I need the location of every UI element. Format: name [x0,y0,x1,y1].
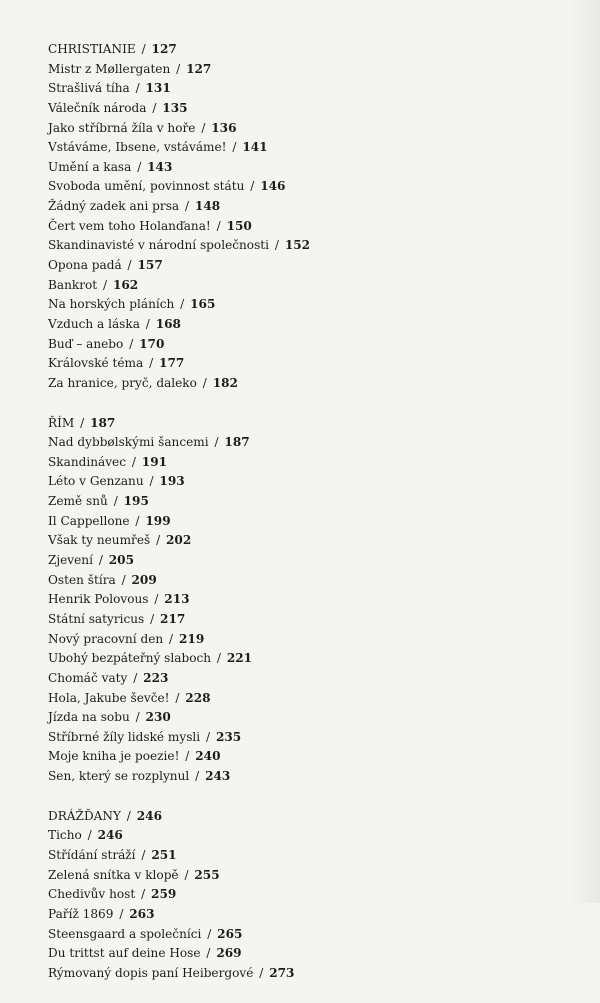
entry-page: 219 [178,631,205,646]
separator: / [156,533,161,548]
separator: / [135,513,140,528]
toc-entry [48,925,378,945]
entry-page: 177 [159,356,185,371]
entry-page: 213 [164,592,190,607]
separator: / [113,494,118,509]
entry-page: 152 [284,238,311,253]
entry-title: Vstáváme, Ibsene, vstáváme! [48,140,227,155]
entry-title: Vzduch a láska [48,316,140,331]
entry-page: 136 [211,120,237,135]
entry-title: Il Cappellone [48,513,130,528]
entry-title: Buď – anebo [48,336,124,351]
separator: / [119,906,124,921]
entry-page: 131 [145,81,171,96]
entry-title: Svoboda umění, povinnost státu [48,179,245,194]
toc-entry [48,79,378,99]
toc-entry [48,531,378,551]
entry-title: Země snů [48,494,108,509]
separator: / [137,159,142,174]
toc-entry [48,177,378,197]
entry-page: 263 [129,906,155,921]
entry-title: Za hranice, pryč, daleko [48,375,197,390]
toc-entry [48,669,378,689]
section-heading-title: CHRISTIANIE [48,42,136,56]
entry-page: 235 [215,729,242,744]
entry-title: Zelená snítka v klopě [48,867,179,882]
toc-entry [48,826,378,846]
entry-page: 246 [97,828,123,843]
entry-page: 223 [143,670,169,685]
entry-page: 162 [112,277,139,292]
separator: / [206,729,211,744]
toc-entry [48,158,378,178]
entry-page: 217 [160,611,186,626]
entry-page: 146 [260,179,286,194]
entry-title: Však ty neumřeš [48,533,151,548]
separator: / [206,946,211,961]
separator: / [185,749,190,764]
separator: / [133,670,138,685]
toc-entry [48,610,378,630]
entry-title: Čert vem toho Holanďana! [48,218,211,233]
entry-title: Strašlivá tíha [48,81,130,96]
entry-page: 228 [185,690,211,705]
entry-title: Střídání stráží [48,847,136,862]
entry-page: 135 [162,100,188,115]
toc-entry [48,276,378,296]
entry-title: Mistr z Møllergaten [48,61,171,76]
entry-page: 265 [217,926,243,941]
toc-entry [48,295,378,315]
entry-page: 170 [139,336,165,351]
toc-entry [48,433,378,453]
toc-entry [48,354,378,374]
separator: / [126,808,131,823]
separator: / [135,81,140,96]
entry-title: Jako stříbrná žíla v hoře [48,120,196,135]
toc-entry [48,728,378,748]
toc-entry [48,99,378,119]
entry-title: Skandinávec [48,454,126,469]
entry-title: Du trittst auf deine Hose [48,946,201,961]
entry-page: 205 [108,553,135,568]
toc-entry [48,472,378,492]
toc-entry [48,885,378,905]
separator: / [121,572,126,587]
entry-title: Opona padá [48,258,122,273]
toc-entry [48,60,378,80]
separator: / [141,42,146,56]
separator: / [180,297,185,312]
entry-page: 182 [212,375,238,390]
entry-page: 221 [226,651,253,666]
separator: / [145,316,150,331]
toc-entry [48,964,378,984]
table-of-contents [48,40,378,1003]
entry-title: Žádný zadek ani prsa [48,199,180,214]
toc-entry [48,571,378,591]
toc-entry [48,119,378,139]
toc-entry [48,905,378,925]
entry-title: Ticho [48,828,82,843]
entry-page: 209 [131,572,157,587]
toc-entry [48,767,378,787]
entry-page: 148 [194,199,221,214]
entry-page: 193 [159,474,185,489]
section-heading [48,40,378,60]
entry-title: Moje kniha je poezie! [48,749,180,764]
separator: / [274,238,279,253]
separator: / [214,435,219,450]
separator: / [150,611,155,626]
separator: / [184,199,190,214]
toc-entry [48,689,378,709]
entry-title: Nový pracovní den [48,631,164,646]
entry-title: Rýmovaný dopis paní Heibergové [48,965,254,980]
section-heading [48,414,378,434]
separator: / [232,140,237,155]
toc-entry [48,197,378,217]
separator: / [184,867,189,882]
entry-page: 255 [194,867,220,882]
entry-page: 150 [226,218,252,233]
section-heading-title: ŘÍM [48,415,75,430]
separator: / [87,828,92,843]
entry-title: Skandinavisté v národní společnosti [48,238,270,253]
separator: / [149,356,154,371]
entry-page: 157 [137,258,163,273]
entry-title: Jízda na sobu [48,710,130,725]
separator: / [127,258,132,273]
toc-entry [48,846,378,866]
separator: / [141,847,146,862]
entry-page: 230 [145,710,171,725]
entry-title: Zjevení [48,553,93,568]
separator: / [216,218,221,233]
separator: / [216,651,221,666]
toc-entry [48,944,378,964]
separator: / [169,631,174,646]
entry-title: Státní satyricus [48,611,145,626]
toc-entry [48,374,378,394]
toc-entry [48,335,378,355]
toc-section-drazdany [48,807,378,984]
separator: / [98,553,103,568]
entry-title: Královské téma [48,356,144,371]
page-edge-shadow [570,0,600,903]
toc-entry [48,315,378,335]
separator: / [154,592,159,607]
toc-entry [48,453,378,473]
separator: / [250,179,255,194]
toc-entry [48,747,378,767]
entry-page: 187 [224,435,250,450]
entry-page: 168 [155,316,181,331]
separator: / [80,415,85,430]
separator: / [202,375,207,390]
separator: / [131,454,136,469]
entry-page: 259 [151,887,177,902]
entry-page: 191 [141,454,168,469]
section-heading [48,807,378,827]
entry-title: Léto v Genzanu [48,474,144,489]
entry-title: Bankrot [48,277,98,292]
toc-entry [48,708,378,728]
section-heading-page: 246 [136,808,162,823]
entry-title: Na horských pláních [48,297,175,312]
entry-page: 251 [151,847,177,862]
toc-entry [48,217,378,237]
separator: / [135,710,140,725]
entry-title: Válečník národa [48,100,147,115]
toc-entry [48,512,378,532]
entry-title: Ubohý bezpáteřný slaboch [48,651,212,666]
separator: / [129,336,134,351]
section-heading-title: DRÁŽĎANY [48,808,121,823]
separator: / [152,100,157,115]
toc-entry [48,551,378,571]
separator: / [176,61,181,76]
entry-page: 195 [123,494,149,509]
separator: / [201,120,206,135]
toc-entry [48,590,378,610]
entry-page: 202 [166,533,192,548]
entry-page: 199 [145,513,171,528]
entry-title: Paříž 1869 [48,906,114,921]
toc-entry [48,256,378,276]
entry-title: Sen, který se rozplynul [48,769,190,784]
toc-section-rim [48,414,378,787]
entry-title: Nad dybbølskými šancemi [48,435,209,450]
section-heading-page: 127 [151,42,177,56]
entry-page: 243 [205,769,231,784]
toc-entry [48,492,378,512]
separator: / [259,965,264,980]
toc-section-christianie [48,40,378,394]
entry-title: Steensgaard a společníci [48,926,202,941]
entry-page: 165 [190,297,216,312]
section-heading-page: 187 [90,415,116,430]
toc-entry [48,630,378,650]
entry-title: Henrik Polovous [48,592,149,607]
toc-entry [48,866,378,886]
toc-entry [48,138,378,158]
separator: / [149,474,154,489]
entry-title: Hola, Jakube ševče! [48,690,170,705]
separator: / [175,690,180,705]
entry-page: 273 [269,965,295,980]
toc-entry [48,236,378,256]
entry-title: Osten štíra [48,572,116,587]
entry-title: Stříbrné žíly lidské mysli [48,729,201,744]
entry-title: Chomáč vaty [48,670,128,685]
entry-page: 141 [242,140,268,155]
entry-title: Chedivův host [48,887,136,902]
separator: / [141,887,146,902]
toc-entry [48,649,378,669]
entry-title: Umění a kasa [48,159,132,174]
entry-page: 240 [195,749,221,764]
separator: / [195,769,200,784]
separator: / [103,277,108,292]
separator: / [207,926,212,941]
entry-page: 269 [216,946,242,961]
entry-page: 127 [186,61,212,76]
entry-page: 143 [147,159,173,174]
